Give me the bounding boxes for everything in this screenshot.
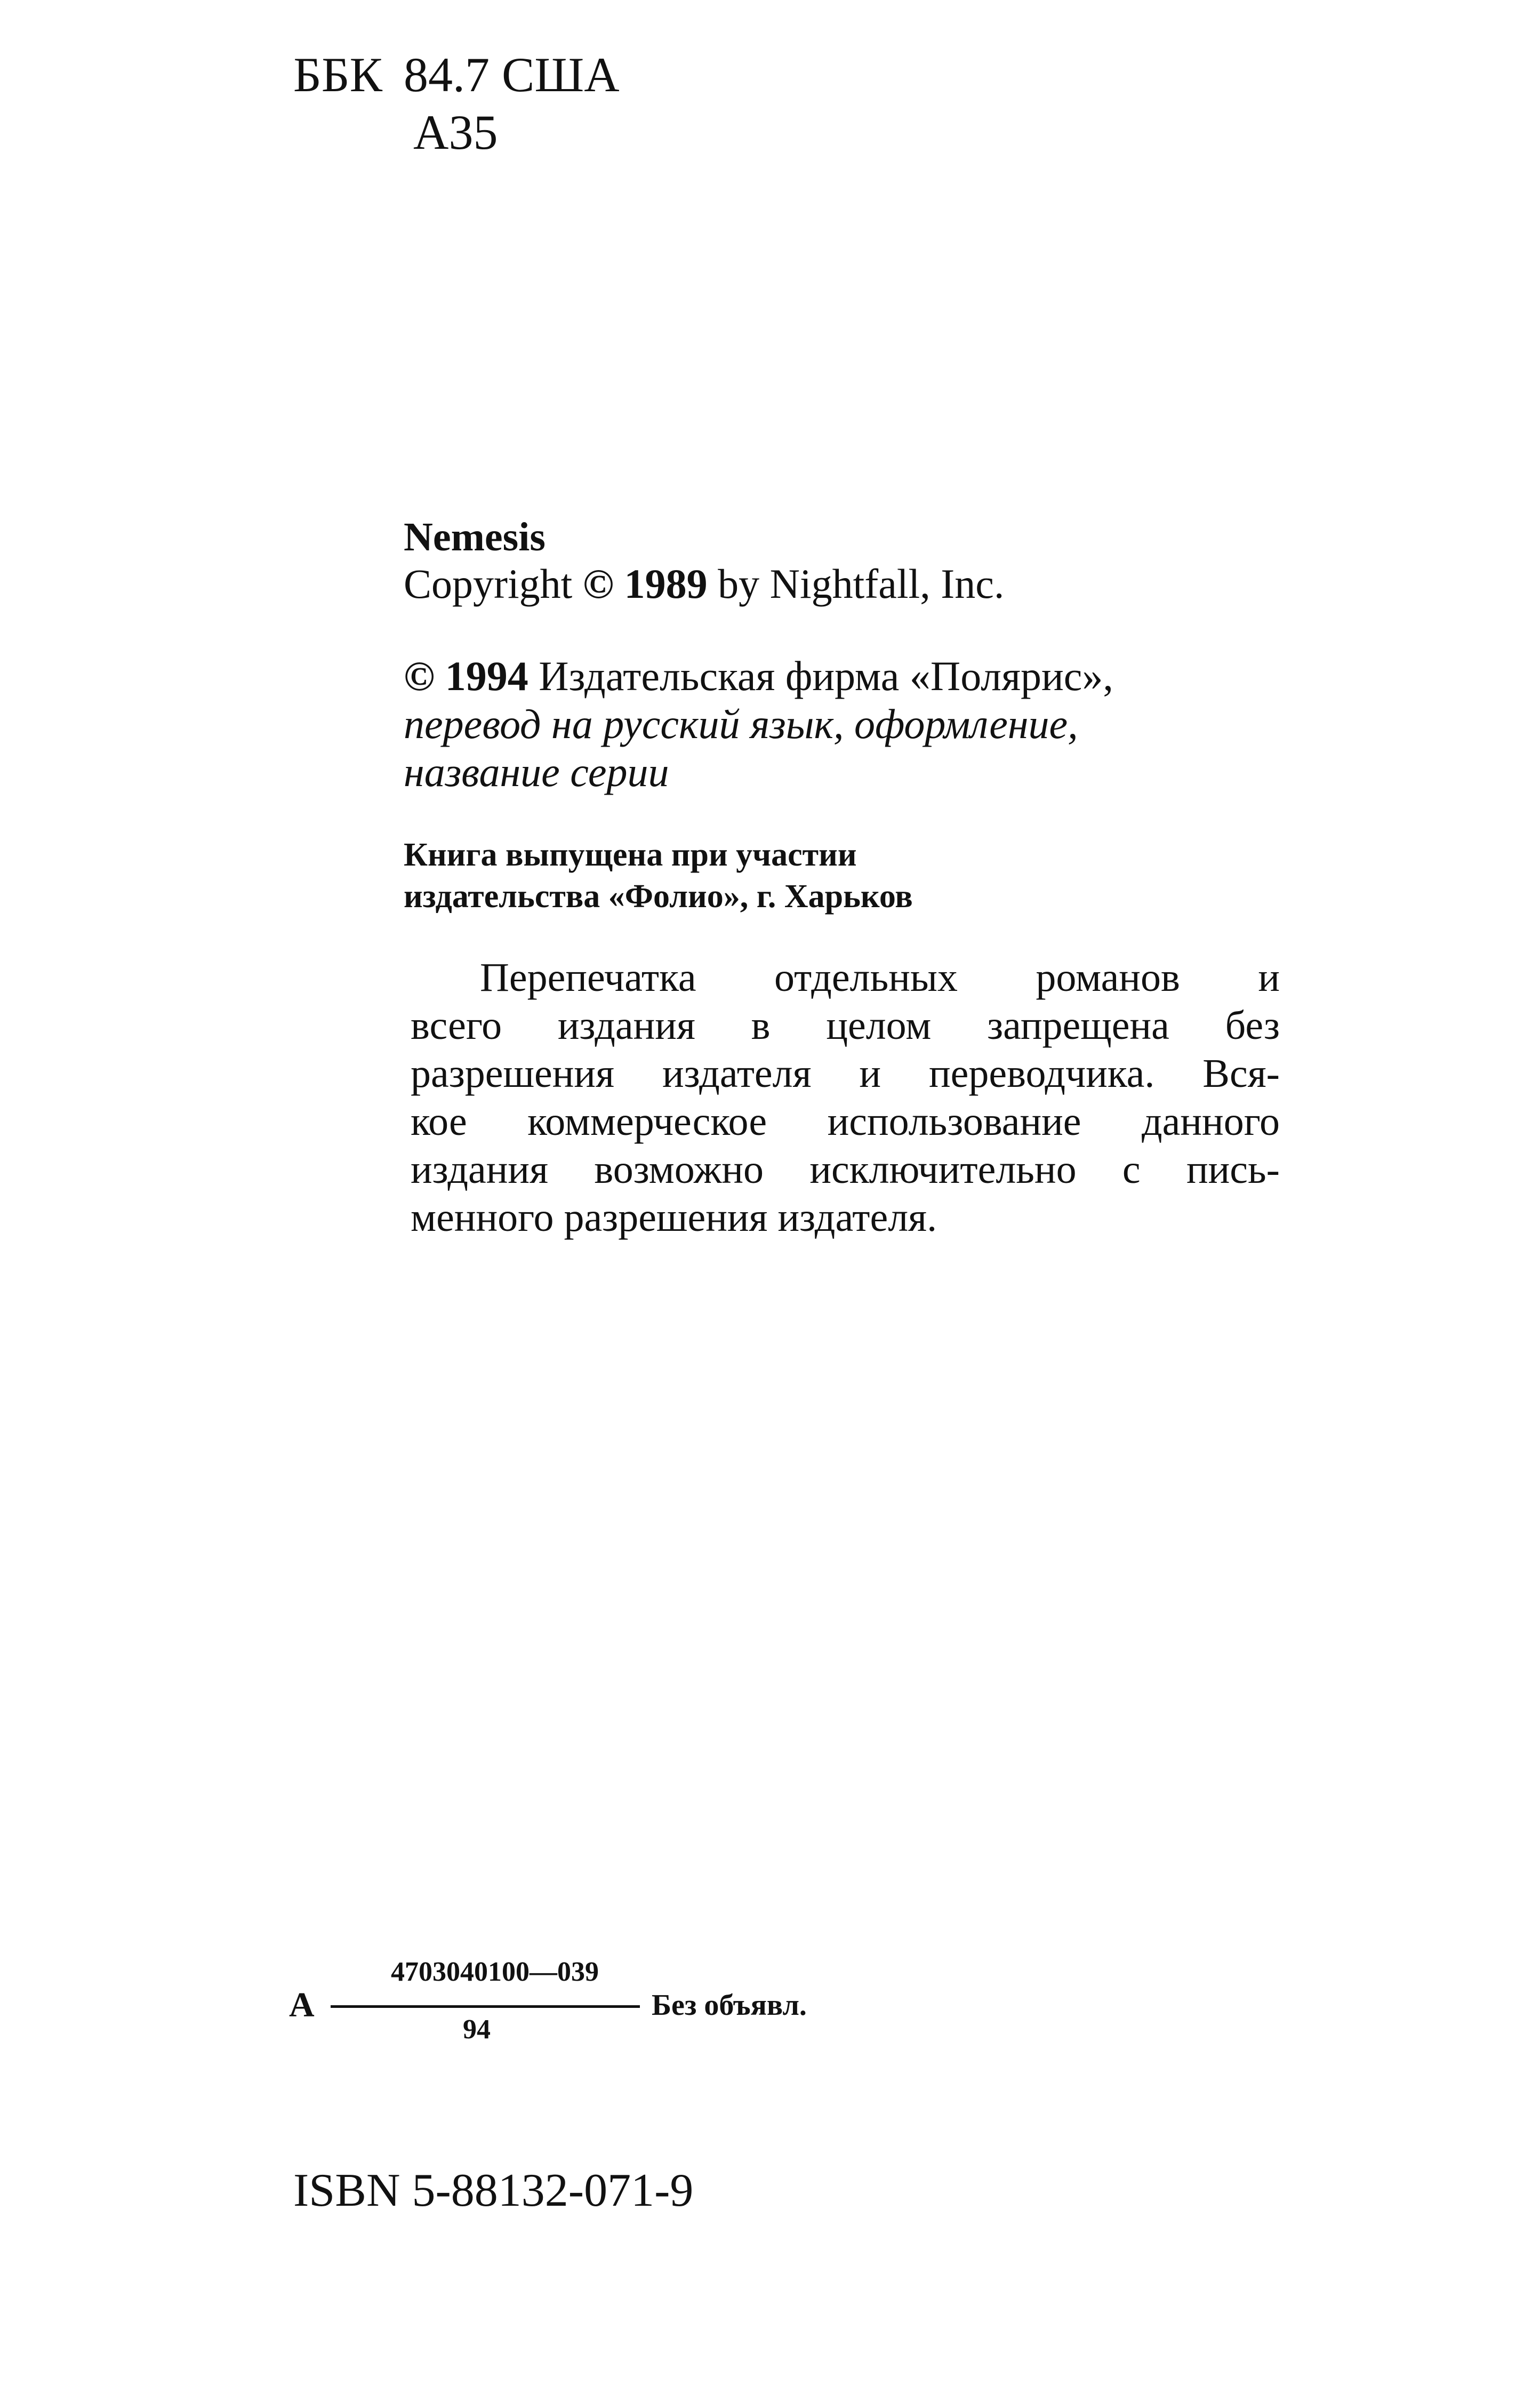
price-note: Без объявл. [652, 1989, 807, 2022]
publishing-code-numerator: 4703040100—039 [391, 1957, 599, 1987]
publishing-code-letter: А [289, 1985, 315, 2024]
notice-line: кое коммерческое использование данного [411, 1099, 1280, 1144]
publishing-code-denominator: 94 [463, 2014, 491, 2045]
copyright-symbol: © [582, 561, 614, 607]
russian-rights-line-2: название серии [404, 749, 669, 795]
bbk-label: ББК [293, 47, 383, 102]
isbn: ISBN 5-88132-071-9 [293, 2165, 694, 2216]
russian-year: 1994 [445, 653, 528, 699]
notice-line: издания возможно исключительно с пись- [411, 1147, 1280, 1192]
co-publisher-line-2: издательства «Фолио», г. Харьков [404, 878, 913, 915]
notice-line: Перепечатка отдельных романов и [480, 955, 1280, 1000]
original-title: Nemesis [404, 515, 546, 559]
fraction-rule [331, 2005, 640, 2008]
notice-line: менного разрешения издателя. [411, 1195, 937, 1240]
co-publisher-line-1: Книга выпущена при участии [404, 837, 857, 873]
original-copyright-line [404, 560, 1004, 608]
original-holder: by Nightfall, Inc. [718, 561, 1005, 607]
bbk-classification [293, 48, 620, 101]
notice-line: всего издания в целом запрещена без [411, 1003, 1280, 1048]
copyright-prefix: Copyright [404, 561, 573, 607]
russian-copyright-line [404, 652, 1113, 701]
reprint-notice [411, 954, 1280, 1242]
author-mark: А35 [413, 105, 498, 159]
notice-line: разрешения издателя и переводчика. Вся- [411, 1051, 1280, 1096]
copyright-symbol: © [404, 653, 435, 699]
original-year: 1989 [624, 561, 708, 607]
bbk-code: 84.7 США [404, 47, 620, 102]
russian-rights-line-1: перевод на русский язык, оформление, [404, 701, 1078, 747]
russian-holder: Издательская фирма «Полярис», [539, 653, 1113, 699]
